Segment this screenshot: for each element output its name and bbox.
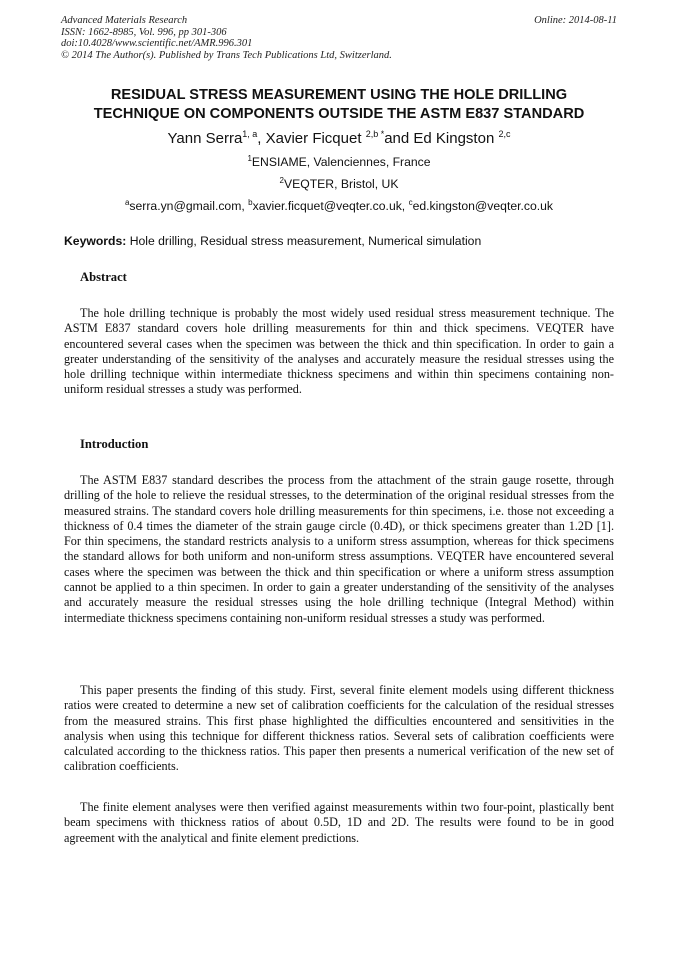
- affiliation-2: [40, 177, 638, 191]
- paper-title-line-1: RESIDUAL STRESS MEASUREMENT USING THE HOLE DRILLING: [110, 87, 568, 103]
- email-b: xavier.ficquet@veqter.co.uk,: [252, 199, 409, 213]
- email-b-sup: b: [248, 197, 253, 207]
- affiliation-1: [40, 155, 638, 169]
- journal-header: [61, 15, 617, 61]
- author-3-sup: 2,c: [498, 129, 511, 139]
- affiliation-1-text: ENSIAME, Valenciennes, France: [251, 155, 431, 169]
- author-emails: [40, 199, 638, 213]
- affiliation-2-text: VEQTER, Bristol, UK: [284, 177, 399, 191]
- journal-name: Advanced Materials Research: [61, 15, 188, 26]
- email-a-sup: a: [124, 197, 130, 207]
- affiliation-1-sup: 1: [247, 153, 252, 163]
- author-2-sup: 2,b *: [365, 129, 385, 139]
- intro-paragraph-1: The ASTM E837 standard describes the process from the attachment of the strain gauge rosette, through drilling of the hole to relieve the residual stresses, to the determination of the original residual stresses from the measured strains. The standard covers hole drilling measurements for thin specimens, i.e. those not exceeding a thickness of 0.4 times the diameter of the strain gauge circle (0.4D), or thick specimens greater than 1.2D [1]. For thin specimens, the standard restricts analysis to a uniform stress assumption, whereas for thick specimens the standard allows for both uniform and non-uniform stress assumptions. VEQTER have encountered several cases where the specimen was between the thick and thin specification or where a uniform stress assumption cannot be applied to a thin specimen. In order to gain a greater understanding of the sensitivity of the analyses and accurately measure the residual stresses using the hole drilling technique (Integral Method) within intermediate thickness specimens containing non-uniform residual stresses a study was performed.: [64, 473, 614, 625]
- introduction-heading: Introduction: [80, 437, 149, 451]
- keywords-line: [64, 234, 481, 248]
- abstract-heading: Abstract: [80, 270, 127, 284]
- author-separator-1: , Xavier Ficquet: [257, 130, 366, 147]
- issn-line: ISSN: 1662-8985, Vol. 996, pp 301-306: [61, 26, 227, 38]
- author-separator-2: and Ed Kingston: [384, 130, 499, 147]
- intro-paragraph-3: The finite element analyses were then verified against measurements within two four-point, plastically bent beam specimens with thickness ratios of about 0.5D, 1D and 2D. The results were found to be in good agreement with the analytical and finite element predictions.: [64, 800, 614, 845]
- online-date: Online: 2014-08-11: [534, 15, 617, 26]
- email-c: ed.kingston@veqter.co.uk: [412, 199, 554, 213]
- author-1-sup: 1, a: [242, 129, 258, 139]
- intro-paragraph-2: This paper presents the finding of this study. First, several finite element models using different thickness ratios were created to determine a new set of calibration coefficients for the calculation of the residual stresses from the measured strains. This first phase highlighted the difficulties encountered and sensitivities in the analysis when using this technique for different thickness ratios. Several sets of calibration coefficients were calculated according to the thickness ratios. This paper then presents a numerical verification of the new set of calibration coefficients.: [64, 683, 614, 774]
- author-1-name: Yann Serra: [167, 130, 243, 147]
- email-c-sup: c: [408, 197, 413, 207]
- paper-title-line-2: TECHNIQUE ON COMPONENTS OUTSIDE THE ASTM E837 STANDARD: [93, 106, 585, 122]
- copyright-line: © 2014 The Author(s). Published by Trans Tech Publications Ltd, Switzerland.: [61, 49, 392, 61]
- author-list: [40, 130, 638, 147]
- email-a: serra.yn@gmail.com,: [129, 199, 249, 213]
- keywords-text: Hole drilling, Residual stress measurement, Numerical simulation: [126, 234, 482, 248]
- abstract-paragraph: The hole drilling technique is probably the most widely used residual stress measurement technique. The ASTM E837 standard covers hole drilling measurements for thin and thick specimens. VEQTER have encountered several cases when the specimen was between the thick and thin specification. In order to gain a greater understanding of the sensitivity of the analyses and accurately measure the residual stresses using the hole drilling technique within intermediate thickness specimens and within thin specimens containing non-uniform residual stresses a study was performed.: [64, 306, 614, 397]
- keywords-label: Keywords:: [64, 234, 127, 248]
- affiliation-2-sup: 2: [279, 175, 284, 185]
- doi-line: doi:10.4028/www.scientific.net/AMR.996.301: [61, 38, 253, 50]
